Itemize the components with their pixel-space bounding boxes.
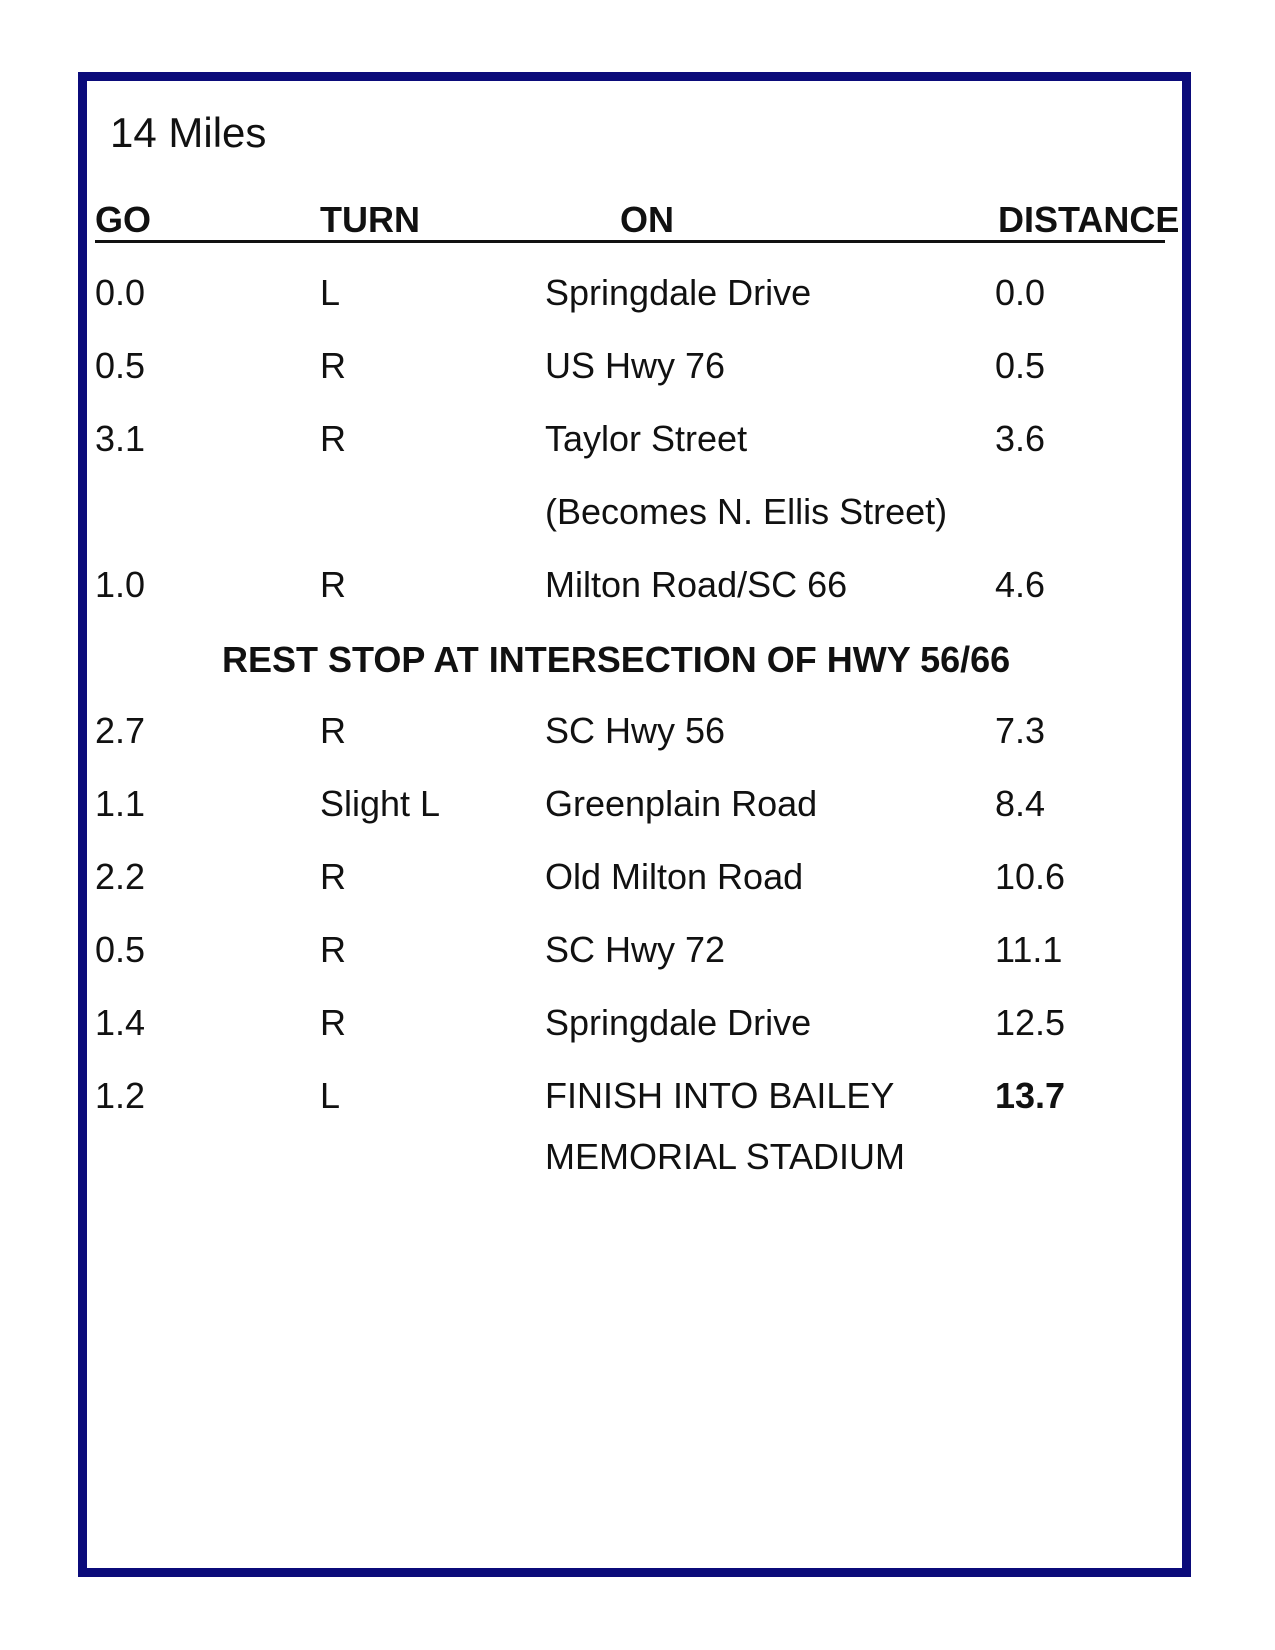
road-cell: Taylor Street (545, 418, 748, 459)
direction-row (0, 998, 1275, 1048)
distance-cell: 8.4 (995, 783, 1046, 824)
road-cell: Springdale Drive (545, 1002, 812, 1043)
road-cell: Milton Road/SC 66 (545, 564, 848, 605)
go-cell: 2.7 (95, 710, 146, 751)
turn-cell: L (320, 1075, 341, 1116)
go-cell: 1.1 (95, 783, 146, 824)
road-cell: SC Hwy 56 (545, 710, 726, 751)
road-cell: FINISH INTO BAILEY (545, 1075, 895, 1116)
distance-cell: 10.6 (995, 856, 1066, 897)
direction-row (0, 779, 1275, 829)
turn-cell: R (320, 710, 346, 751)
distance-cell: 3.6 (995, 418, 1046, 459)
go-cell: 2.2 (95, 856, 146, 897)
column-header-go: GO (95, 199, 152, 240)
turn-cell: R (320, 929, 346, 970)
turn-cell: R (320, 345, 346, 386)
rest-stop-note: REST STOP AT INTERSECTION OF HWY 56/66 (222, 639, 1011, 680)
turn-cell: L (320, 272, 341, 313)
road-cell: Greenplain Road (545, 783, 818, 824)
column-header-on: ON (620, 199, 674, 240)
column-header-distance: DISTANCE (998, 199, 1180, 240)
turn-cell: R (320, 1002, 346, 1043)
route-title: 14 Miles (110, 109, 267, 156)
go-cell: 3.1 (95, 418, 146, 459)
turn-cell: R (320, 564, 346, 605)
direction-row (0, 1071, 1275, 1121)
distance-cell: 11.1 (995, 929, 1063, 970)
direction-row-continued (0, 487, 1275, 537)
road-cell: Springdale Drive (545, 272, 812, 313)
go-cell: 0.5 (95, 345, 146, 386)
go-cell: 1.0 (95, 564, 146, 605)
direction-row (0, 414, 1275, 464)
direction-row-continued (0, 1132, 1275, 1182)
direction-row (0, 852, 1275, 902)
direction-row (0, 706, 1275, 756)
go-cell: 1.4 (95, 1002, 146, 1043)
go-cell: 0.5 (95, 929, 146, 970)
road-cell: SC Hwy 72 (545, 929, 726, 970)
distance-cell: 0.0 (995, 272, 1046, 313)
total-distance-cell: 13.7 (995, 1075, 1066, 1116)
go-cell: 0.0 (95, 272, 146, 313)
direction-row (0, 925, 1275, 975)
direction-row (0, 268, 1275, 318)
column-header-turn: TURN (320, 199, 420, 240)
road-cell: Old Milton Road (545, 856, 804, 897)
road-cell: US Hwy 76 (545, 345, 726, 386)
turn-cell: Slight L (320, 783, 441, 824)
go-cell: 1.2 (95, 1075, 146, 1116)
turn-cell: R (320, 856, 346, 897)
distance-cell: 0.5 (995, 345, 1046, 386)
road-note-cell: (Becomes N. Ellis Street) (545, 491, 948, 532)
direction-row (0, 341, 1275, 391)
header-underline (95, 240, 1165, 243)
distance-cell: 7.3 (995, 710, 1046, 751)
distance-cell: 4.6 (995, 564, 1046, 605)
road-cell: MEMORIAL STADIUM (545, 1136, 906, 1177)
distance-cell: 12.5 (995, 1002, 1066, 1043)
turn-cell: R (320, 418, 346, 459)
direction-row (0, 560, 1275, 610)
